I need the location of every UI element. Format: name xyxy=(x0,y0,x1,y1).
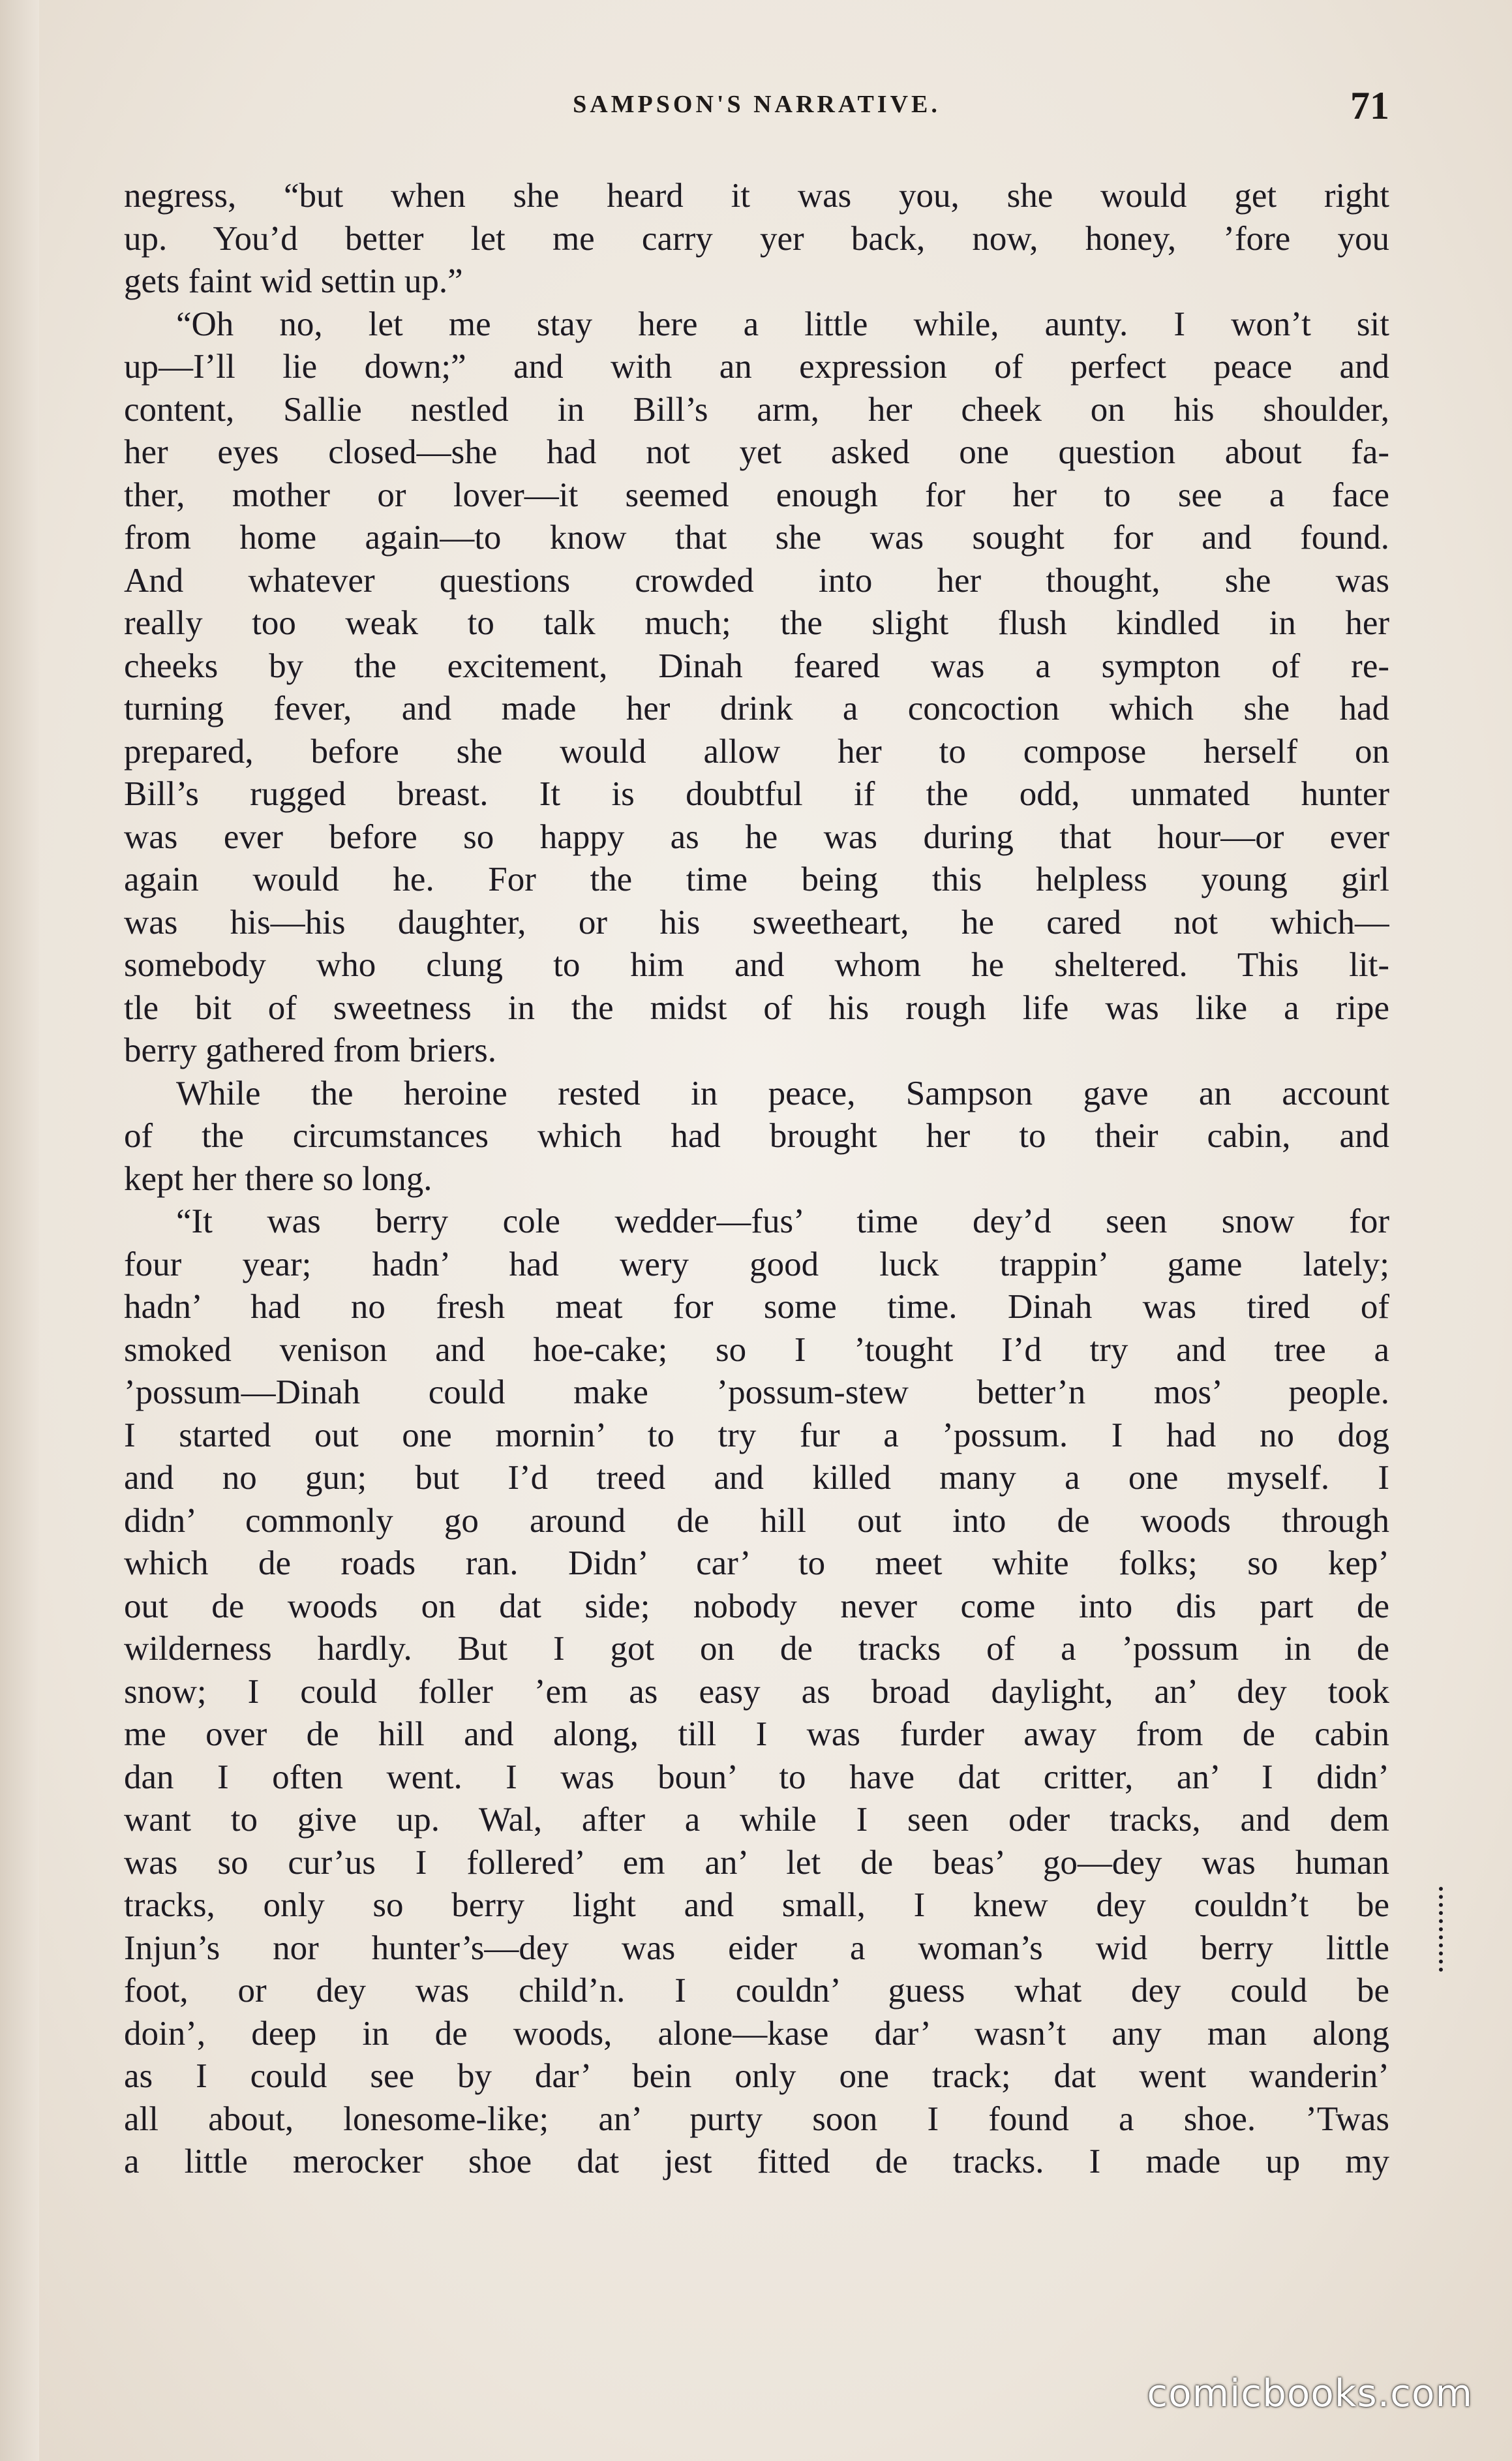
text-line: Injun’s nor hunter’s—dey was eider a woman’s wid berry little xyxy=(124,1929,1389,1967)
text-line: want to give up. Wal, after a while I seen oder tracks, and dem xyxy=(124,1801,1389,1839)
text-line: out de woods on dat side; nobody never come into dis part de xyxy=(124,1587,1389,1625)
text-line: ’possum—Dinah could make ’possum-stew better’n mos’ people. xyxy=(124,1373,1389,1411)
text-line: And whatever questions crowded into her thought, she was xyxy=(124,561,1389,600)
text-line: all about, lonesome-like; an’ purty soon I found a shoe. ’Twas xyxy=(124,2100,1389,2138)
text-line: “It was berry cole wedder—fus’ time dey’d seen snow for xyxy=(176,1202,1389,1240)
text-line: from home again—to know that she was sought for and found. xyxy=(124,519,1389,557)
text-line: really too weak to talk much; the slight flush kindled in her xyxy=(124,604,1389,642)
text-line: me over de hill and along, till I was furder away from de cabin xyxy=(124,1715,1389,1753)
margin-pencil-mark xyxy=(1439,1887,1447,1972)
text-line: snow; I could foller ’em as easy as broad daylight, an’ dey took xyxy=(124,1672,1389,1711)
text-line: kept her there so long. xyxy=(124,1159,432,1198)
text-line: and no gun; but I’d treed and killed many a one myself. I xyxy=(124,1459,1389,1497)
text-line: While the heroine rested in peace, Sampson gave an account xyxy=(176,1074,1389,1112)
text-line: gets faint wid settin up.” xyxy=(124,262,463,300)
text-line: doin’, deep in de woods, alone—kase dar’ wasn’t any man along xyxy=(124,2014,1389,2053)
text-line: tracks, only so berry light and small, I knew dey couldn’t be xyxy=(124,1886,1389,1924)
text-line: foot, or dey was child’n. I couldn’ guess what dey could be xyxy=(124,1972,1389,2010)
text-line: was ever before so happy as he was during that hour—or ever xyxy=(124,818,1389,856)
text-line: smoked venison and hoe-cake; so I ’tought I’d try and tree a xyxy=(124,1330,1389,1369)
text-line: wilderness hardly. But I got on de tracks of a ’possum in de xyxy=(124,1630,1389,1668)
text-line: didn’ commonly go around de hill out into de woods through xyxy=(124,1501,1389,1540)
text-line: as I could see by dar’ bein only one track; dat went wanderin’ xyxy=(124,2057,1389,2095)
text-line: tle bit of sweetness in the midst of his rough life was like a ripe xyxy=(124,988,1389,1027)
text-line: ther, mother or lover—it seemed enough for her to see a face xyxy=(124,476,1389,514)
text-line: somebody who clung to him and whom he sheltered. This lit- xyxy=(124,946,1389,984)
text-line: four year; hadn’ had wery good luck trappin’ game lately; xyxy=(124,1245,1389,1283)
body-text xyxy=(124,175,1389,2184)
page-header xyxy=(124,84,1389,129)
text-line: hadn’ had no fresh meat for some time. Dinah was tired of xyxy=(124,1288,1389,1326)
text-line: was his—his daughter, or his sweetheart, he cared not which— xyxy=(124,903,1389,941)
text-line: dan I often went. I was boun’ to have dat critter, an’ I didn’ xyxy=(124,1758,1389,1796)
text-line: “Oh no, let me stay here a little while, aunty. I won’t sit xyxy=(176,305,1389,343)
text-line: I started out one mornin’ to try fur a ’possum. I had no dog xyxy=(124,1416,1389,1454)
text-line: turning fever, and made her drink a concoction which she had xyxy=(124,690,1389,727)
text-line: was so cur’us I follered’ em an’ let de beas’ go—dey was human xyxy=(124,1843,1389,1882)
text-line: berry gathered from briers. xyxy=(124,1032,496,1069)
text-line: a little merocker shoe dat jest fitted de tracks. I made up my xyxy=(124,2143,1389,2180)
text-line: cheeks by the excitement, Dinah feared was a sympton of re- xyxy=(124,647,1389,685)
text-line: of the circumstances which had brought her to their cabin, and xyxy=(124,1117,1389,1155)
text-line: negress, “but when she heard it was you, she would get right xyxy=(124,177,1389,215)
text-line: content, Sallie nestled in Bill’s arm, her cheek on his shoulder, xyxy=(124,390,1389,429)
running-head: SAMPSON'S NARRATIVE. xyxy=(573,91,941,118)
text-line: up. You’d better let me carry yer back, now, honey, ’fore you xyxy=(124,219,1389,258)
text-line: up—I’ll lie down;” and with an expression of perfect peace and xyxy=(124,348,1389,386)
text-line: which de roads ran. Didn’ car’ to meet white folks; so kep’ xyxy=(124,1544,1389,1582)
text-line: her eyes closed—she had not yet asked one question about fa- xyxy=(124,433,1389,471)
text-line: Bill’s rugged breast. It is doubtful if the odd, unmated hunter xyxy=(124,775,1389,813)
text-line: again would he. For the time being this helpless young girl xyxy=(124,861,1389,898)
text-line: prepared, before she would allow her to compose herself on xyxy=(124,732,1389,771)
watermark: comicbooks.com xyxy=(1147,2371,1473,2415)
page-gutter-shadow xyxy=(0,0,39,2461)
page-number: 71 xyxy=(1350,84,1389,127)
